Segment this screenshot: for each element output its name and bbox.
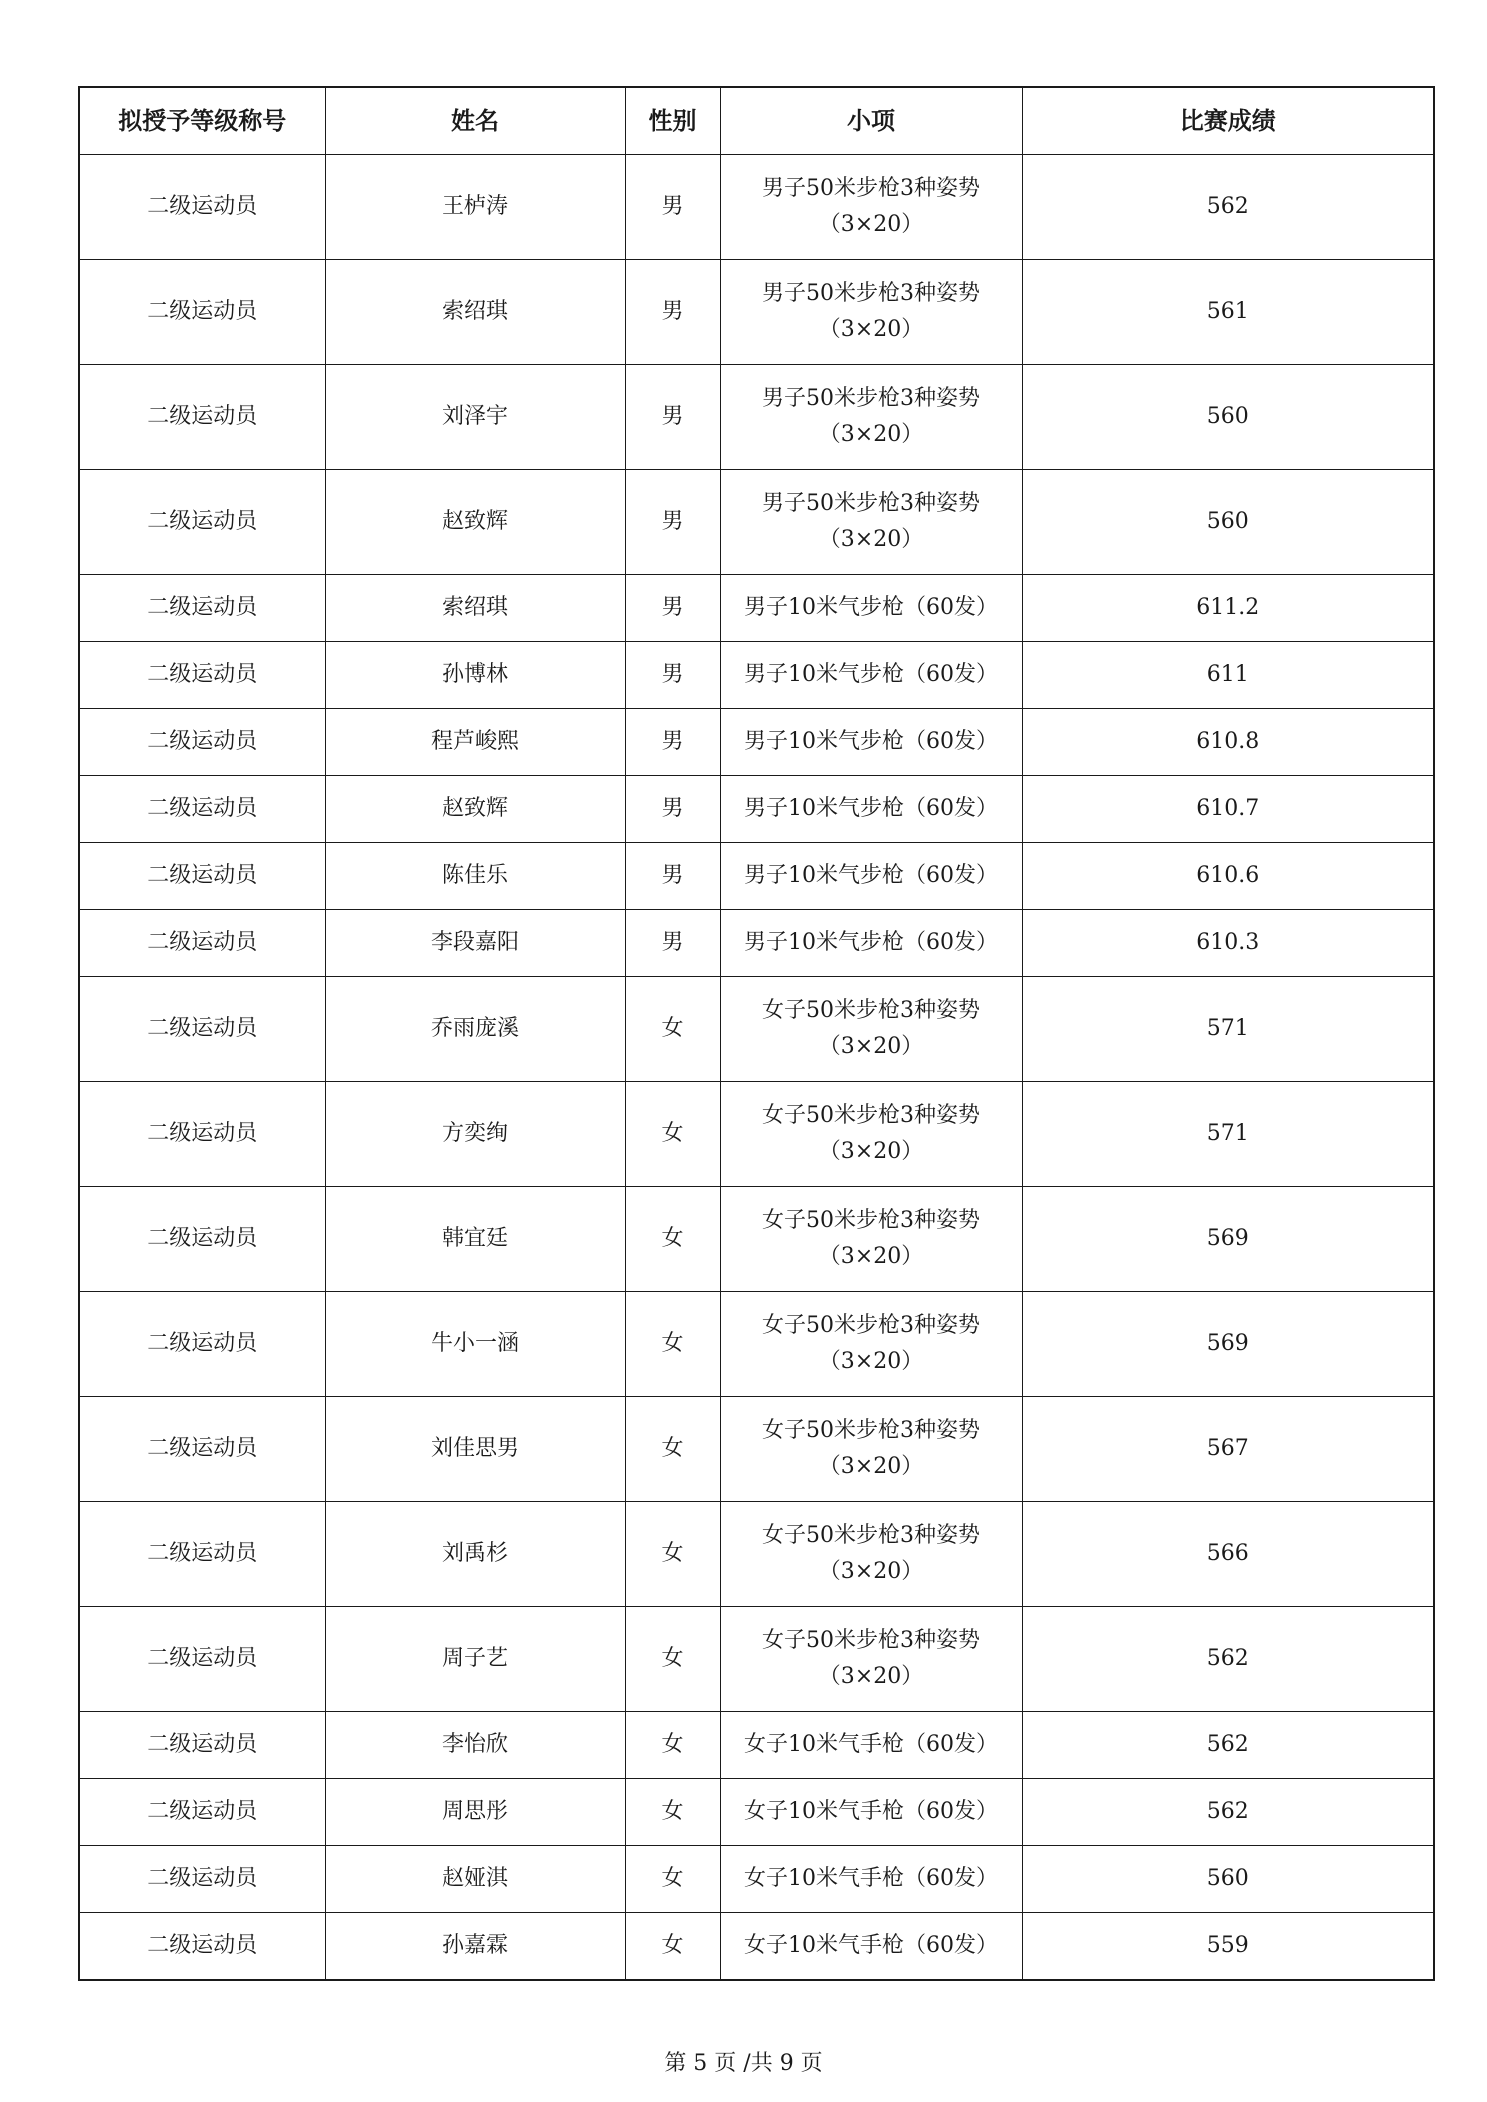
- cell-score: 610.3: [1022, 910, 1434, 977]
- table-row: [79, 1082, 1434, 1187]
- cell-event: [720, 642, 1022, 709]
- event-line: （3×20）: [818, 527, 924, 552]
- cell-score: 569: [1022, 1187, 1434, 1292]
- cell-gender: 男: [625, 776, 720, 843]
- event-line: 男子10米气步枪（60发）: [744, 930, 998, 955]
- cell-score: 562: [1022, 1607, 1434, 1712]
- cell-gender: 女: [625, 977, 720, 1082]
- event-line: 女子10米气手枪（60发）: [744, 1933, 998, 1958]
- event-line: （3×20）: [818, 1559, 924, 1584]
- cell-event: [720, 1187, 1022, 1292]
- event-line: 男子10米气步枪（60发）: [744, 796, 998, 821]
- cell-score: 610.8: [1022, 709, 1434, 776]
- cell-name: 李怡欣: [325, 1712, 625, 1779]
- table-row: [79, 1292, 1434, 1397]
- cell-gender: 男: [625, 470, 720, 575]
- cell-event: [720, 1292, 1022, 1397]
- table-row: [79, 1913, 1434, 1981]
- event-line: 男子50米步枪3种姿势: [762, 386, 980, 411]
- cell-score: 559: [1022, 1913, 1434, 1981]
- cell-name: 王栌涛: [325, 155, 625, 260]
- cell-gender: 女: [625, 1846, 720, 1913]
- cell-event: [720, 1712, 1022, 1779]
- event-line: 女子50米步枪3种姿势: [762, 1628, 980, 1653]
- cell-event: [720, 260, 1022, 365]
- cell-name: 孙嘉霖: [325, 1913, 625, 1981]
- cell-event: [720, 155, 1022, 260]
- cell-gender: 女: [625, 1779, 720, 1846]
- header-score: 比赛成绩: [1022, 87, 1434, 155]
- cell-gender: 男: [625, 843, 720, 910]
- event-line: （3×20）: [818, 1664, 924, 1689]
- cell-name: 周子艺: [325, 1607, 625, 1712]
- event-line: （3×20）: [818, 1454, 924, 1479]
- event-line: 女子50米步枪3种姿势: [762, 1523, 980, 1548]
- table-row: [79, 910, 1434, 977]
- table-row: [79, 1607, 1434, 1712]
- cell-gender: 男: [625, 365, 720, 470]
- event-line: （3×20）: [818, 1139, 924, 1164]
- cell-name: 刘佳思男: [325, 1397, 625, 1502]
- cell-gender: 女: [625, 1502, 720, 1607]
- header-event: 小项: [720, 87, 1022, 155]
- table-body: [79, 155, 1434, 1981]
- cell-score: 611.2: [1022, 575, 1434, 642]
- event-line: 女子50米步枪3种姿势: [762, 1103, 980, 1128]
- cell-event: [720, 709, 1022, 776]
- cell-event: [720, 1502, 1022, 1607]
- cell-score: 567: [1022, 1397, 1434, 1502]
- cell-name: 赵致辉: [325, 470, 625, 575]
- cell-event: [720, 1082, 1022, 1187]
- cell-score: 561: [1022, 260, 1434, 365]
- cell-name: 赵致辉: [325, 776, 625, 843]
- event-line: （3×20）: [818, 317, 924, 342]
- event-line: 女子50米步枪3种姿势: [762, 1418, 980, 1443]
- table-row: [79, 365, 1434, 470]
- table-row: [79, 843, 1434, 910]
- athlete-grade-table: [78, 86, 1435, 1981]
- cell-name: 韩宜廷: [325, 1187, 625, 1292]
- cell-gender: 男: [625, 260, 720, 365]
- event-line: （3×20）: [818, 1349, 924, 1374]
- cell-name: 李段嘉阳: [325, 910, 625, 977]
- header-gender: 性别: [625, 87, 720, 155]
- table-header-row: [79, 87, 1434, 155]
- cell-grade: 二级运动员: [79, 910, 325, 977]
- table-row: [79, 642, 1434, 709]
- cell-score: 562: [1022, 1712, 1434, 1779]
- cell-grade: 二级运动员: [79, 1779, 325, 1846]
- event-line: 女子50米步枪3种姿势: [762, 1208, 980, 1233]
- event-line: 女子10米气手枪（60发）: [744, 1866, 998, 1891]
- cell-score: 560: [1022, 470, 1434, 575]
- event-line: （3×20）: [818, 422, 924, 447]
- cell-score: 560: [1022, 1846, 1434, 1913]
- cell-gender: 女: [625, 1913, 720, 1981]
- cell-gender: 女: [625, 1292, 720, 1397]
- cell-event: [720, 575, 1022, 642]
- event-line: 男子50米步枪3种姿势: [762, 176, 980, 201]
- table-row: [79, 776, 1434, 843]
- table-row: [79, 1502, 1434, 1607]
- cell-name: 刘禹杉: [325, 1502, 625, 1607]
- event-line: 男子10米气步枪（60发）: [744, 595, 998, 620]
- cell-name: 牛小一涵: [325, 1292, 625, 1397]
- event-line: 女子50米步枪3种姿势: [762, 998, 980, 1023]
- event-line: 女子50米步枪3种姿势: [762, 1313, 980, 1338]
- cell-grade: 二级运动员: [79, 642, 325, 709]
- cell-grade: 二级运动员: [79, 575, 325, 642]
- cell-name: 索绍琪: [325, 575, 625, 642]
- cell-grade: 二级运动员: [79, 1913, 325, 1981]
- cell-name: 乔雨庞溪: [325, 977, 625, 1082]
- table-row: [79, 260, 1434, 365]
- cell-event: [720, 1846, 1022, 1913]
- cell-event: [720, 1607, 1022, 1712]
- cell-score: 571: [1022, 977, 1434, 1082]
- cell-name: 方奕绚: [325, 1082, 625, 1187]
- cell-grade: 二级运动员: [79, 1397, 325, 1502]
- cell-grade: 二级运动员: [79, 1502, 325, 1607]
- cell-score: 562: [1022, 155, 1434, 260]
- cell-gender: 男: [625, 709, 720, 776]
- event-line: 女子10米气手枪（60发）: [744, 1799, 998, 1824]
- event-line: （3×20）: [818, 1244, 924, 1269]
- cell-gender: 女: [625, 1397, 720, 1502]
- event-line: （3×20）: [818, 212, 924, 237]
- event-line: （3×20）: [818, 1034, 924, 1059]
- event-line: 男子10米气步枪（60发）: [744, 729, 998, 754]
- cell-event: [720, 365, 1022, 470]
- cell-gender: 女: [625, 1607, 720, 1712]
- cell-score: 562: [1022, 1779, 1434, 1846]
- cell-gender: 女: [625, 1712, 720, 1779]
- table-row: [79, 709, 1434, 776]
- cell-grade: 二级运动员: [79, 843, 325, 910]
- cell-grade: 二级运动员: [79, 1292, 325, 1397]
- cell-name: 索绍琪: [325, 260, 625, 365]
- cell-name: 刘泽宇: [325, 365, 625, 470]
- table-row: [79, 1397, 1434, 1502]
- cell-name: 陈佳乐: [325, 843, 625, 910]
- cell-grade: 二级运动员: [79, 365, 325, 470]
- cell-grade: 二级运动员: [79, 1187, 325, 1292]
- document-page: [78, 86, 1433, 1981]
- cell-event: [720, 1397, 1022, 1502]
- cell-grade: 二级运动员: [79, 1712, 325, 1779]
- cell-name: 程芦峻熙: [325, 709, 625, 776]
- cell-grade: 二级运动员: [79, 155, 325, 260]
- cell-gender: 女: [625, 1082, 720, 1187]
- event-line: 男子50米步枪3种姿势: [762, 491, 980, 516]
- cell-gender: 男: [625, 910, 720, 977]
- cell-grade: 二级运动员: [79, 1082, 325, 1187]
- cell-grade: 二级运动员: [79, 260, 325, 365]
- event-line: 女子10米气手枪（60发）: [744, 1732, 998, 1757]
- cell-name: 孙博林: [325, 642, 625, 709]
- event-line: 男子50米步枪3种姿势: [762, 281, 980, 306]
- cell-grade: 二级运动员: [79, 977, 325, 1082]
- cell-event: [720, 1779, 1022, 1846]
- cell-event: [720, 776, 1022, 843]
- event-line: 男子10米气步枪（60发）: [744, 662, 998, 687]
- header-name: 姓名: [325, 87, 625, 155]
- cell-gender: 女: [625, 1187, 720, 1292]
- cell-score: 569: [1022, 1292, 1434, 1397]
- event-line: 男子10米气步枪（60发）: [744, 863, 998, 888]
- cell-grade: 二级运动员: [79, 776, 325, 843]
- cell-grade: 二级运动员: [79, 1846, 325, 1913]
- cell-name: 周思彤: [325, 1779, 625, 1846]
- cell-grade: 二级运动员: [79, 470, 325, 575]
- cell-score: 560: [1022, 365, 1434, 470]
- table-row: [79, 1712, 1434, 1779]
- cell-grade: 二级运动员: [79, 709, 325, 776]
- cell-gender: 男: [625, 575, 720, 642]
- page-number: 第 5 页 /共 9 页: [664, 2051, 823, 2076]
- cell-event: [720, 1913, 1022, 1981]
- table-row: [79, 1779, 1434, 1846]
- cell-score: 610.6: [1022, 843, 1434, 910]
- cell-score: 611: [1022, 642, 1434, 709]
- cell-event: [720, 843, 1022, 910]
- cell-score: 571: [1022, 1082, 1434, 1187]
- table-row: [79, 575, 1434, 642]
- cell-score: 566: [1022, 1502, 1434, 1607]
- cell-event: [720, 910, 1022, 977]
- table-row: [79, 155, 1434, 260]
- cell-gender: 男: [625, 155, 720, 260]
- cell-grade: 二级运动员: [79, 1607, 325, 1712]
- table-row: [79, 977, 1434, 1082]
- cell-score: 610.7: [1022, 776, 1434, 843]
- table-row: [79, 1187, 1434, 1292]
- cell-event: [720, 977, 1022, 1082]
- cell-gender: 男: [625, 642, 720, 709]
- table-row: [79, 1846, 1434, 1913]
- cell-event: [720, 470, 1022, 575]
- cell-name: 赵娅淇: [325, 1846, 625, 1913]
- header-grade: 拟授予等级称号: [79, 87, 325, 155]
- table-row: [79, 470, 1434, 575]
